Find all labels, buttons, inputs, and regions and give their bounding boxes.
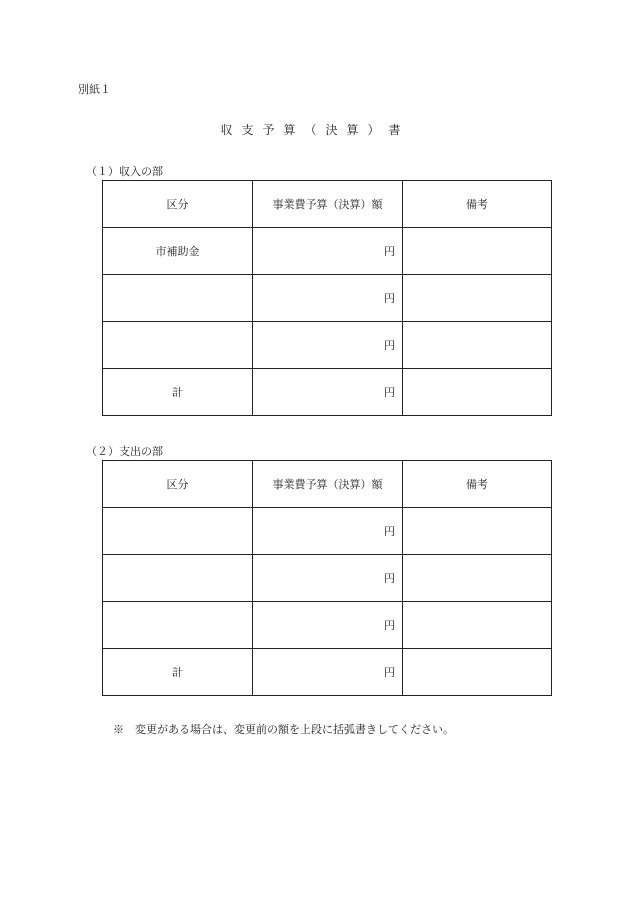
amount-cell: 円 — [253, 649, 403, 696]
total-label: 計 — [103, 369, 253, 416]
amount-cell: 円 — [253, 555, 403, 602]
income-table — [102, 180, 552, 416]
category-cell — [103, 602, 253, 649]
header-amount: 事業費予算（決算）額 — [253, 181, 403, 228]
header-amount: 事業費予算（決算）額 — [253, 461, 403, 508]
table-row — [103, 508, 552, 555]
remarks-cell — [403, 649, 552, 696]
category-cell — [103, 555, 253, 602]
expense-table — [102, 460, 552, 696]
footnote: ※ 変更がある場合は、変更前の額を上段に括弧書きしてください。 — [113, 723, 454, 736]
remarks-cell — [403, 555, 552, 602]
table-header-row — [103, 461, 552, 508]
amount-cell: 円 — [253, 369, 403, 416]
income-heading: （１）収入の部 — [86, 165, 163, 178]
table-row — [103, 602, 552, 649]
annex-label: 別紙１ — [78, 83, 111, 96]
amount-cell: 円 — [253, 275, 403, 322]
header-remarks: 備考 — [403, 461, 552, 508]
amount-cell: 円 — [253, 602, 403, 649]
document-title: 収支予算（決算）書 — [220, 123, 410, 137]
category-cell — [103, 322, 253, 369]
table-header-row — [103, 181, 552, 228]
expense-heading: （２）支出の部 — [86, 445, 163, 458]
remarks-cell — [403, 369, 552, 416]
header-remarks: 備考 — [403, 181, 552, 228]
total-row — [103, 369, 552, 416]
category-cell: 市補助金 — [103, 228, 253, 275]
amount-cell: 円 — [253, 228, 403, 275]
total-row — [103, 649, 552, 696]
table-row — [103, 228, 552, 275]
category-cell — [103, 508, 253, 555]
remarks-cell — [403, 508, 552, 555]
remarks-cell — [403, 602, 552, 649]
table-row — [103, 322, 552, 369]
header-category: 区分 — [103, 461, 253, 508]
amount-cell: 円 — [253, 508, 403, 555]
table-row — [103, 275, 552, 322]
remarks-cell — [403, 228, 552, 275]
amount-cell: 円 — [253, 322, 403, 369]
remarks-cell — [403, 275, 552, 322]
remarks-cell — [403, 322, 552, 369]
total-label: 計 — [103, 649, 253, 696]
header-category: 区分 — [103, 181, 253, 228]
table-row — [103, 555, 552, 602]
category-cell — [103, 275, 253, 322]
